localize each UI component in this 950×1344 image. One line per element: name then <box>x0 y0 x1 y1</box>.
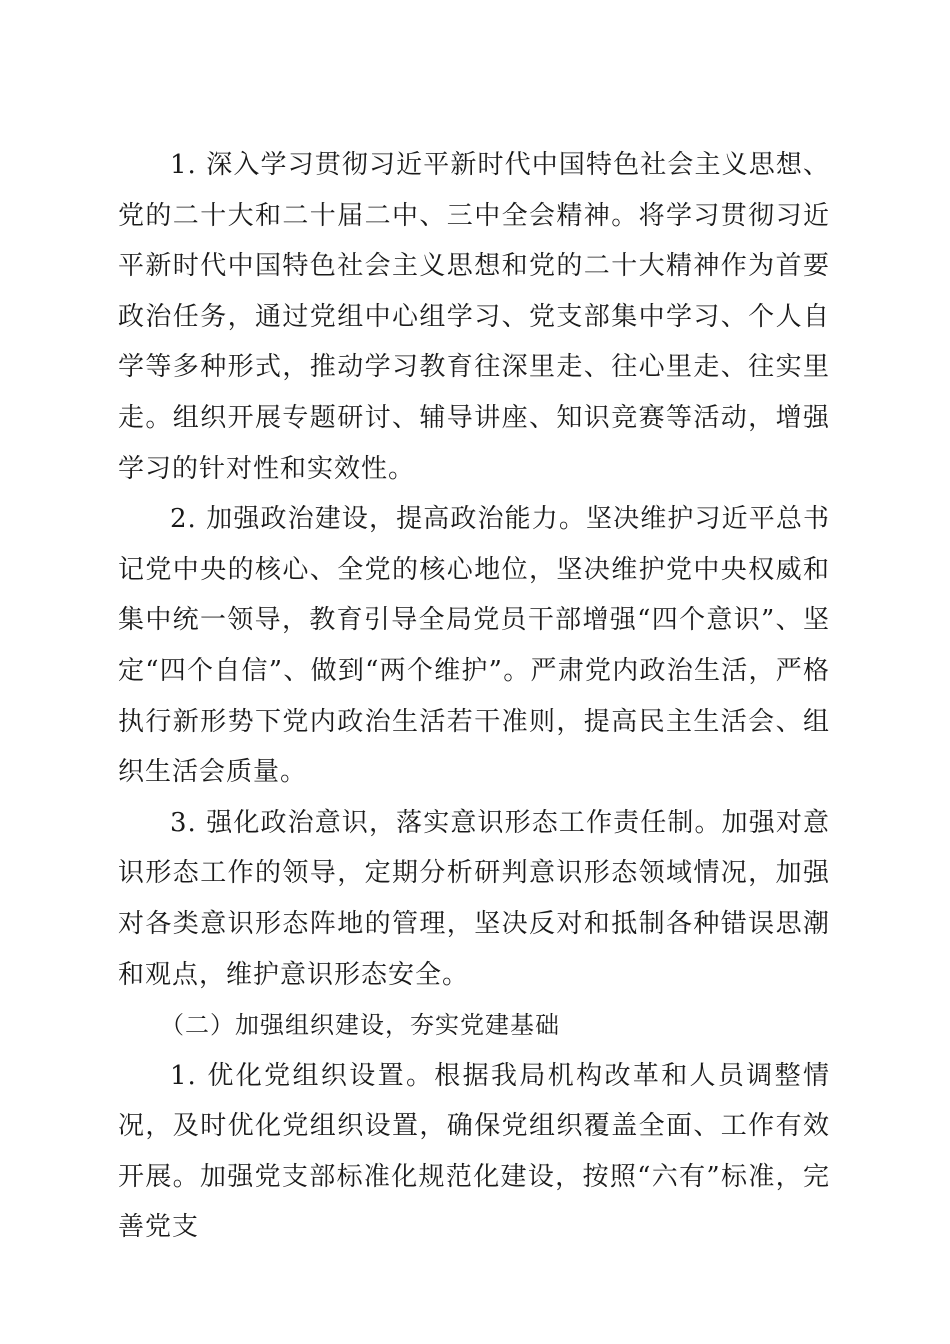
paragraph-study-thought: 1. 深入学习贯彻习近平新时代中国特色社会主义思想、党的二十大和二十届二中、三中全会精神。将学习贯彻习近平新时代中国特色社会主义思想和党的二十大精神作为首要政治任务，通过党组中心组学习、党支部集中学习、个人自学等多种形式，推动学习教育往深里走、往心里走、往实里走。组织开展专题研讨、辅导讲座、知识竞赛等活动，增强学习的针对性和实效性。 <box>118 150 830 484</box>
paragraph-ideology-responsibility: 3. 强化政治意识，落实意识形态工作责任制。加强对意识形态工作的领导，定期分析研判意识形态领域情况，加强对各类意识形态阵地的管理，坚决反对和抵制各种错误思潮和观点，维护意识形态安全。 <box>118 807 830 990</box>
paragraph-optimize-organization: 1. 优化党组织设置。根据我局机构改革和人员调整情况，及时优化党组织设置，确保党组织覆盖全面、工作有效开展。加强党支部标准化规范化建设，按照“六有”标准，完善党支 <box>118 1060 830 1243</box>
paragraph-political-building: 2. 加强政治建设，提高政治能力。坚决维护习近平总书记党中央的核心、全党的核心地位，坚决维护党中央权威和集中统一领导，教育引导全局党员干部增强“四个意识”、坚定“四个自信”、做到“两个维护”。严肃党内政治生活，严格执行新形势下党内政治生活若干准则，提高民主生活会、组织生活会质量。 <box>118 504 830 788</box>
section-heading-organization: （二）加强组织建设，夯实党建基础 <box>160 1011 560 1040</box>
document-body <box>118 140 830 1253</box>
